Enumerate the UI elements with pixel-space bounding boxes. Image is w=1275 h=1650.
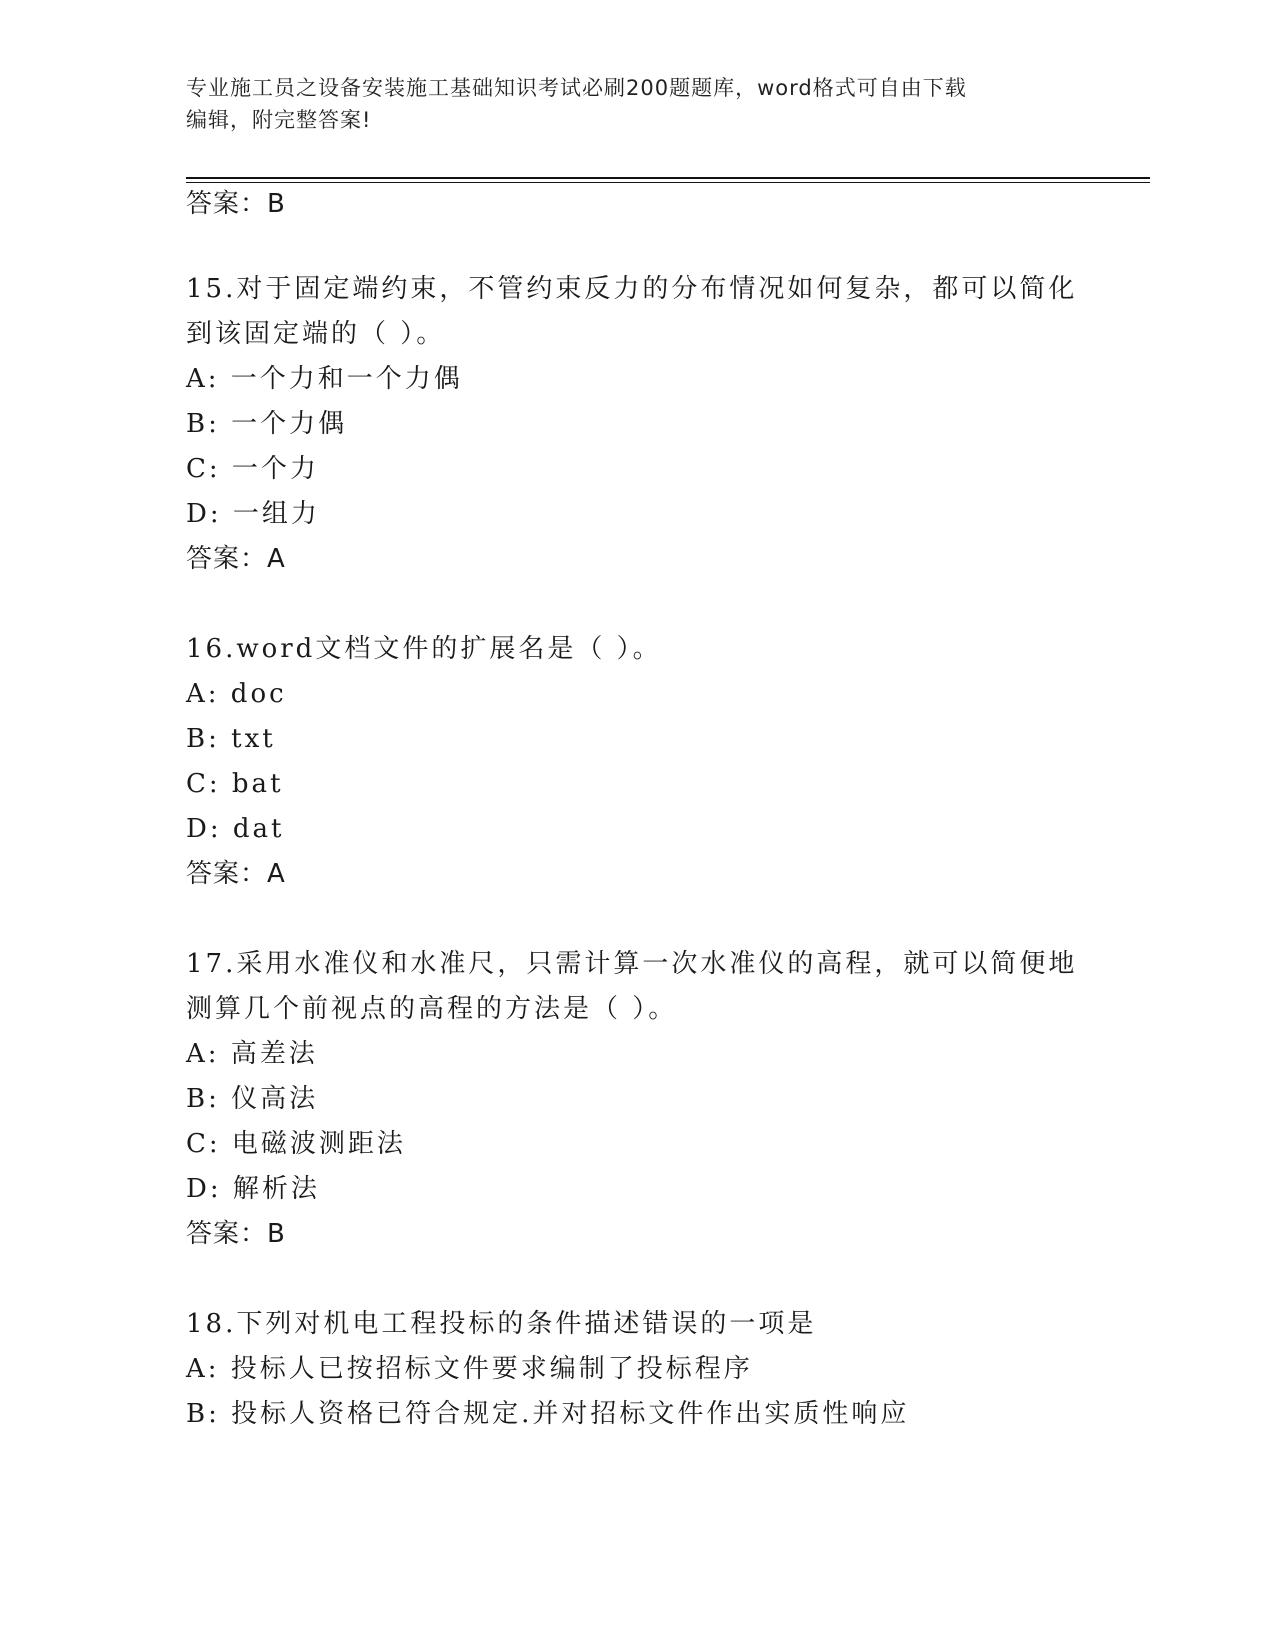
question-16-answer: 答案：A: [186, 859, 286, 889]
question-16-option-d: D: dat: [186, 814, 285, 844]
question-16-option-b: B: txt: [186, 724, 276, 754]
question-16-stem-line-1: 16.word文档文件的扩展名是（ ）。: [186, 634, 662, 664]
question-16-option-a: A: doc: [186, 679, 287, 709]
question-18-stem-line-1: 18.下列对机电工程投标的条件描述错误的一项是: [186, 1309, 817, 1339]
question-17-stem-line-2: 测算几个前视点的高程的方法是（ ）。: [186, 994, 678, 1024]
question-17-option-c: C: 电磁波测距法: [186, 1129, 406, 1159]
header-line-1: 专业施工员之设备安装施工基础知识考试必刷200题题库，word格式可自由下载: [186, 76, 967, 100]
question-15-option-d: D: 一组力: [186, 499, 320, 529]
question-18-option-b: B: 投标人资格已符合规定.并对招标文件作出实质性响应: [186, 1399, 910, 1429]
question-17-option-a: A: 高差法: [186, 1039, 318, 1069]
document-header: [186, 72, 1066, 136]
question-17-answer: 答案：B: [186, 1219, 286, 1249]
header-rule-thin: [186, 182, 1150, 183]
question-16-option-c: C: bat: [186, 769, 284, 799]
question-15-option-a: A: 一个力和一个力偶: [186, 364, 463, 394]
question-17-option-d: D: 解析法: [186, 1174, 320, 1204]
question-15-stem-line-2: 到该固定端的（ ）。: [186, 319, 446, 349]
header-line-2: 编辑，附完整答案!: [186, 108, 372, 132]
question-15-option-c: C: 一个力: [186, 454, 319, 484]
answer-previous: 答案：B: [186, 189, 286, 219]
header-rule-thick: [186, 177, 1150, 179]
question-15-option-b: B: 一个力偶: [186, 409, 348, 439]
question-15-stem-line-1: 15.对于固定端约束，不管约束反力的分布情况如何复杂，都可以简化: [186, 274, 1078, 304]
question-18-option-a: A: 投标人已按招标文件要求编制了投标程序: [186, 1354, 753, 1384]
question-15-answer: 答案：A: [186, 544, 286, 574]
question-17-stem-line-1: 17.采用水准仪和水准尺，只需计算一次水准仪的高程，就可以简便地: [186, 949, 1078, 979]
question-17-option-b: B: 仪高法: [186, 1084, 319, 1114]
